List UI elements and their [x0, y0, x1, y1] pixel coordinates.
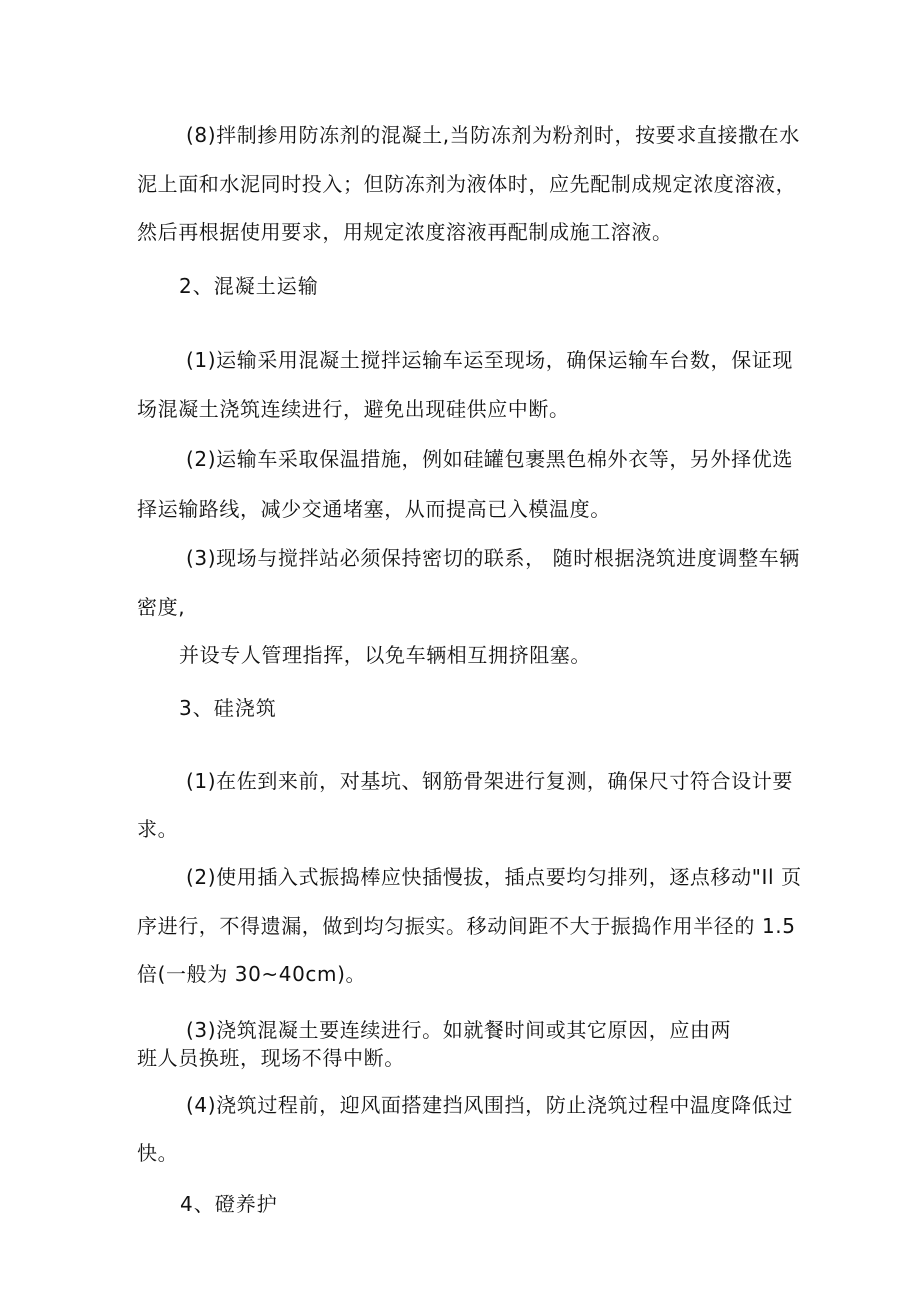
transport-3-line-1: (3)现场与搅拌站必须保持密切的联系， 随时根据浇筑进度调整车辆 [186, 546, 800, 570]
section-heading-concrete-transport: 2、混凝土运输 [179, 274, 319, 298]
pouring-4-line-2: 快。 [137, 1141, 179, 1165]
para-8-line-3: 然后再根据使用要求，用规定浓度溶液再配制成施工溶液。 [137, 220, 673, 244]
pouring-3-line-1: (3)浇筑混凝土要连续进行。如就餐时间或其它原因，应由两 [186, 1018, 732, 1042]
transport-1-line-1: (1)运输采用混凝土搅拌运输车运至现场，确保运输车台数，保证现 [186, 348, 793, 372]
pouring-2-line-1: (2)使用插入式振捣棒应快插慢拔，插点要均匀排列，逐点移动"Il 页 [186, 865, 802, 889]
transport-1-line-2: 场混凝土浇筑连续进行，避免出现硅供应中断。 [137, 397, 570, 421]
pouring-2-line-3: 倍(一般为 30~40cm)。 [137, 962, 367, 986]
pouring-2-line-2: 序进行，不得遗漏，做到均匀振实。移动间距不大于振捣作用半径的 1.5 [137, 914, 796, 938]
transport-2-line-2: 择运输路线，减少交通堵塞，从而提高已入模温度。 [137, 497, 611, 521]
pouring-1-line-1: (1)在佐到来前，对基坑、钢筋骨架进行复测，确保尺寸符合设计要 [186, 769, 793, 793]
section-heading-curing: 4、磴养护 [180, 1192, 278, 1216]
transport-3-line-2: 密度, [137, 595, 186, 619]
pouring-4-line-1: (4)浇筑过程前，迎风面搭建挡风围挡，防止浇筑过程中温度降低过 [186, 1093, 793, 1117]
pouring-1-line-2: 求。 [137, 817, 179, 841]
transport-3-cont-line: 并设专人管理指挥，以免车辆相互拥挤阻塞。 [179, 643, 591, 667]
para-8-line-1: (8)拌制掺用防冻剂的混凝土,当防冻剂为粉剂时，按要求直接撒在水 [186, 123, 800, 147]
section-heading-pouring: 3、硅浇筑 [179, 696, 277, 720]
transport-2-line-1: (2)运输车采取保温措施，例如硅罐包裹黑色棉外衣等，另外择优选 [186, 447, 793, 471]
pouring-3-line-2: 班人员换班，现场不得中断。 [137, 1046, 405, 1070]
para-8-line-2: 泥上面和水泥同时投入；但防冻剂为液体时，应先配制成规定浓度溶液， [137, 172, 797, 196]
